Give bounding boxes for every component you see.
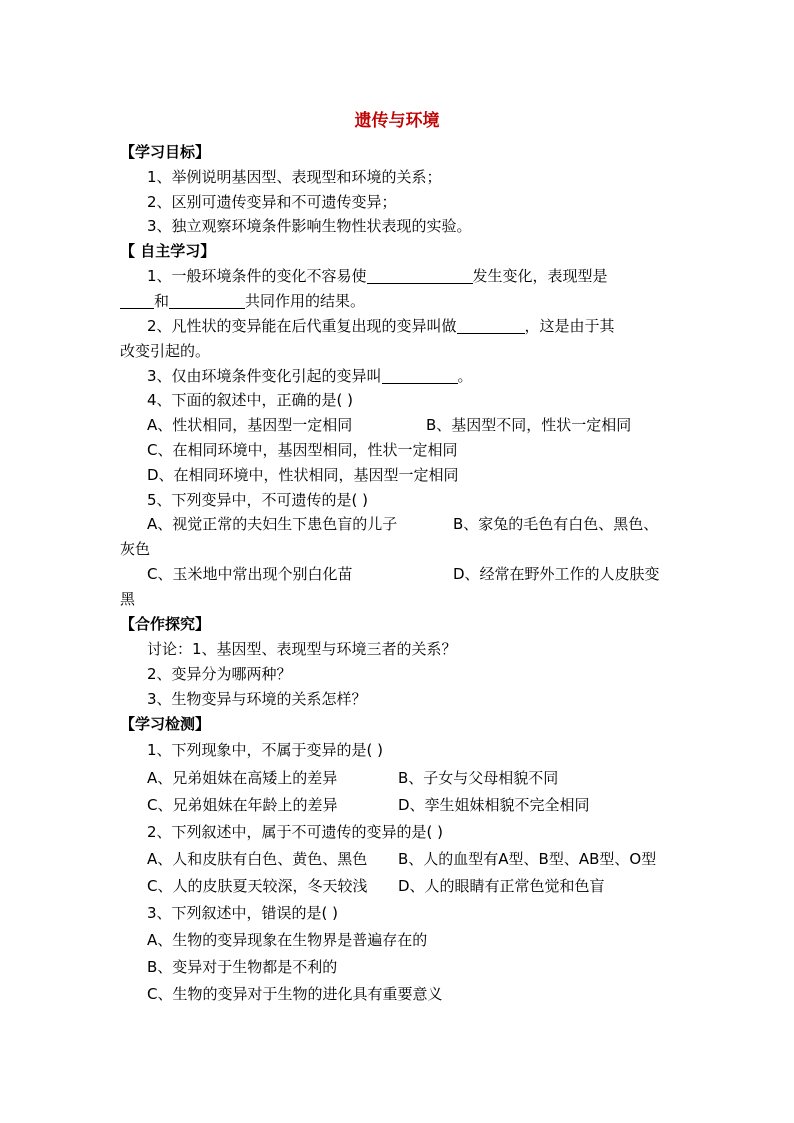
q1-text-b: 发生变化，表现型是	[472, 267, 608, 285]
self-study-q1-line2	[120, 291, 365, 311]
check-q1-option-a: A、兄弟姐妹在高矮上的差异	[147, 769, 338, 787]
self-study-q1-line1	[147, 266, 608, 286]
q3-blank[interactable]	[382, 367, 458, 384]
page-title: 遗传与环境	[354, 111, 440, 131]
objective-item-2: 2、区别可遗传变异和不可遗传变异；	[147, 193, 397, 211]
check-q2: 2、下列叙述中，属于不可遗传的变异的是( )	[147, 823, 444, 841]
q5-option-c: C、玉米地中常出现个别白化苗	[147, 565, 353, 583]
q1-text-d: 共同作用的结果。	[245, 292, 366, 310]
cooperation-item-1: 讨论：1、基因型、表现型与环境三者的关系？	[147, 640, 457, 658]
check-q3-option-b: B、变异对于生物都是不利的	[147, 958, 338, 976]
self-study-q2-line2: 改变引起的。	[120, 342, 211, 360]
q1-blank-1[interactable]	[367, 267, 473, 284]
objective-item-3: 3、独立观察环境条件影响生物性状表现的实验。	[147, 217, 472, 235]
check-q1-option-c: C、兄弟姐妹在年龄上的差异	[147, 796, 338, 814]
q4-option-d: D、在相同环境中，性状相同，基因型一定相同	[147, 466, 459, 484]
self-study-q5: 5、下列变异中，不可遗传的是( )	[147, 491, 369, 509]
self-study-heading: 【 自主学习】	[120, 242, 216, 260]
check-heading: 【学习检测】	[120, 715, 211, 733]
check-q1: 1、下列现象中，不属于变异的是( )	[147, 741, 384, 759]
self-study-q2-line1	[147, 316, 615, 336]
q4-option-c: C、在相同环境中，基因型相同，性状一定相同	[147, 441, 458, 459]
q1-blank-3[interactable]	[169, 292, 245, 309]
self-study-q3	[147, 366, 473, 386]
q2-blank[interactable]	[457, 317, 525, 334]
q5-option-b: B、家兔的毛色有白色、黑色、	[453, 515, 659, 533]
cooperation-heading: 【合作探究】	[120, 615, 211, 633]
q5-option-a: A、视觉正常的夫妇生下患色盲的儿子	[147, 515, 398, 533]
q1-text-c: 和	[154, 292, 170, 310]
check-q3-option-a: A、生物的变异现象在生物界是普遍存在的	[147, 931, 428, 949]
q2-text-b: ，这是由于其	[524, 317, 615, 335]
cooperation-item-3: 3、生物变异与环境的关系怎样？	[147, 690, 367, 708]
q3-text-a: 3、仅由环境条件变化引起的变异叫	[147, 367, 382, 385]
objectives-heading: 【学习目标】	[120, 143, 211, 161]
q1-blank-2[interactable]	[120, 292, 154, 309]
q5-option-d: D、经常在野外工作的人皮肤变	[453, 565, 660, 583]
check-q3: 3、下列叙述中，错误的是( )	[147, 904, 339, 922]
q3-text-b: 。	[457, 367, 473, 385]
cooperation-item-2: 2、变异分为哪两种？	[147, 665, 292, 683]
check-q1-option-b: B、子女与父母相貌不同	[398, 769, 559, 787]
q4-option-b: B、基因型不同，性状一定相同	[426, 416, 632, 434]
check-q2-option-c: C、人的皮肤夏天较深，冬天较浅	[147, 877, 368, 895]
check-q2-option-b: B、人的血型有A型、B型、AB型、O型	[398, 850, 657, 868]
check-q1-option-d: D、孪生姐妹相貌不完全相同	[398, 796, 590, 814]
check-q2-option-d: D、人的眼睛有正常色觉和色盲	[398, 877, 605, 895]
q4-option-a: A、性状相同，基因型一定相同	[147, 416, 353, 434]
objective-item-1: 1、举例说明基因型、表现型和环境的关系；	[147, 168, 442, 186]
self-study-q4: 4、下面的叙述中，正确的是( )	[147, 391, 354, 409]
check-q3-option-c: C、生物的变异对于生物的进化具有重要意义	[147, 985, 443, 1003]
q2-text-a: 2、凡性状的变异能在后代重复出现的变异叫做	[147, 317, 457, 335]
check-q2-option-a: A、人和皮肤有白色、黄色、黑色	[147, 850, 368, 868]
q5-option-b-cont: 灰色	[120, 540, 151, 558]
q1-text-a: 1、一般环境条件的变化不容易使	[147, 267, 367, 285]
q5-option-d-cont: 黑	[120, 590, 136, 608]
